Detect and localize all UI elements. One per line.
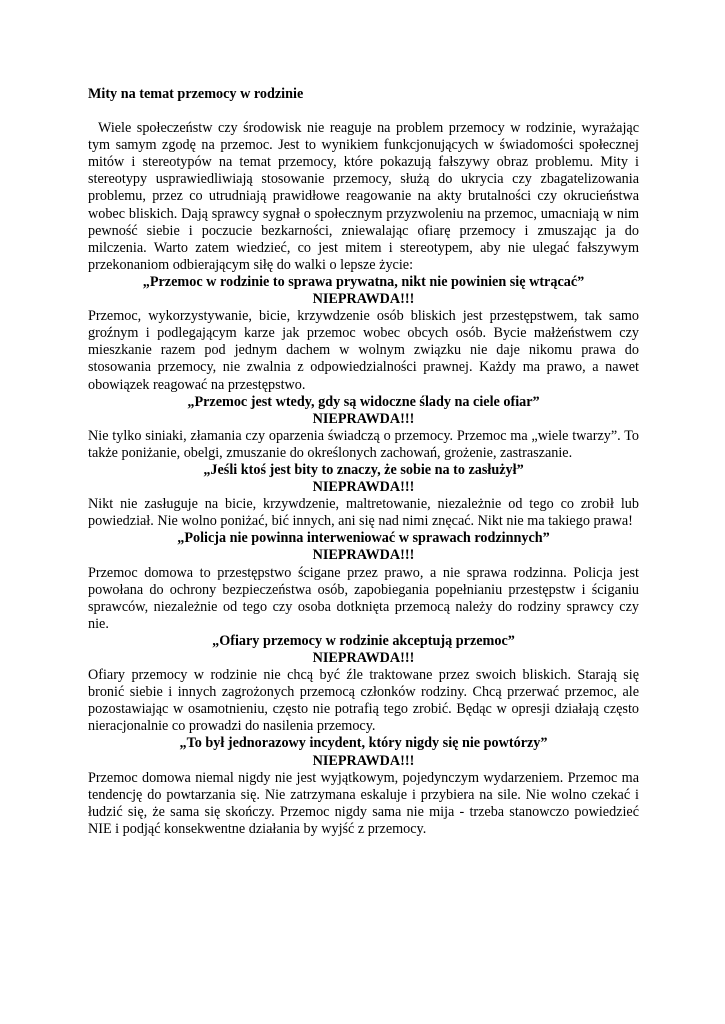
myth-section-2 (88, 394, 639, 462)
myth-heading: „Jeśli ktoś jest bity to znaczy, że sobie na to zasłużył” (203, 461, 524, 478)
myth-heading: „To był jednorazowy incydent, który nigdy się nie powtórzy” (179, 735, 548, 752)
intro-paragraph: Wiele społeczeństw czy środowisk nie reaguje na problem przemocy w rodzinie, wyrażając tym samym zgodę na przemoc. Jest to wynikiem funkcjonujących w świadomości społecznej mitów i stereotypów na temat przemocy, które pokazują fałszywy obraz problemu. Mity i stereotypy usprawiedliwiają stosowanie przemocy, służą do ukrycia czy zbagatelizowania problemu, przez co utrudniają prawidłowe reagowanie na akty brutalności czy okrucieństwa wobec bliskich. Dają sprawcy sygnał o społecznym przyzwoleniu na przemoc, umacniają w nim pewność siebie i poczucie bezkarności, zniewalając ofiarę przemocy i zmuszając ja do milczenia. Warto zatem wiedzieć, co jest mitem i stereotypem, aby nie ulegać fałszywym przekonaniom odbierającym siłę do walki o lepsze życie: (88, 120, 639, 273)
myth-verdict: NIEPRAWDA!!! (312, 650, 415, 666)
myth-verdict: NIEPRAWDA!!! (312, 291, 415, 308)
myth-explanation: Ofiary przemocy w rodzinie nie chcą być źle traktowane przez swoich bliskich. Starają się bronić siebie i innych zagrożonych przemocą członków rodziny. Chcą przerwać przemoc, ale pozostawiając w osamotnieniu, często nie potrafią tego zrobić. Będąc w opresji działają często nieracjonalnie co prowadzi do nasilenia przemocy. (88, 667, 639, 735)
myth-verdict: NIEPRAWDA!!! (312, 479, 415, 496)
myth-explanation: Nie tylko siniaki, złamania czy oparzenia świadczą o przemocy. Przemoc ma „wiele twarzy”. To także poniżanie, obelgi, zmuszanie do określonych zachowań, grożenie, zastraszanie. (88, 427, 639, 461)
myth-section-3 (88, 462, 639, 530)
myth-explanation: Przemoc domowa to przestępstwo ścigane przez prawo, a nie sprawa rodzinna. Policja jest powołana do ochrony bezpieczeństwa osób, zapobiegania popełnianiu przestępstw i ściganiu sprawców, niezależnie od tego czy osoba dotknięta przemocą należy do rodziny sprawcy czy nie. (88, 564, 639, 632)
myth-explanation: Przemoc, wykorzystywanie, bicie, krzywdzenie osób bliskich jest przestępstwem, tak samo groźnym i podlegającym karze jak przemoc wobec obcych osób. Bycie małżeństwem czy mieszkanie razem pod jednym dachem w wolnym związku nie daje nikomu prawa do stosowania przemocy, nie zwalnia z odpowiedzialności prawnej. Każdy ma prawo, a nawet obowiązek reagować na przestępstwo. (88, 308, 639, 393)
myth-heading: „Ofiary przemocy w rodzinie akceptują przemoc” (212, 632, 515, 649)
myth-section-5 (88, 633, 639, 736)
document-title: Mity na temat przemocy w rodzinie (88, 86, 304, 102)
myth-heading: „Przemoc jest wtedy, gdy są widoczne ślady na ciele ofiar” (187, 393, 540, 410)
myth-heading: „Przemoc w rodzinie to sprawa prywatna, nikt nie powinien się wtrącać” (142, 273, 585, 290)
myth-verdict: NIEPRAWDA!!! (312, 410, 415, 427)
myth-section-1 (88, 274, 639, 394)
myth-heading: „Policja nie powinna interweniować w sprawach rodzinnych” (177, 530, 550, 547)
myth-verdict: NIEPRAWDA!!! (312, 752, 415, 769)
myth-section-6 (88, 735, 639, 838)
document-page (88, 86, 639, 838)
myth-verdict: NIEPRAWDA!!! (312, 547, 415, 564)
myth-section-4 (88, 530, 639, 633)
myth-explanation: Przemoc domowa niemal nigdy nie jest wyjątkowym, pojedynczym wydarzeniem. Przemoc ma tendencję do powtarzania się. Nie zatrzymana eskaluje i przybiera na sile. Nie wolno czekać i łudzić się, że sama się skończy. Przemoc nigdy sama nie mija - trzeba stanowczo powiedzieć NIE i podjąć konsekwentne działania by wyjść z przemocy. (88, 769, 639, 837)
myth-explanation: Nikt nie zasługuje na bicie, krzywdzenie, maltretowanie, niezależnie od tego co zrobił lub powiedział. Nie wolno poniżać, bić innych, ani się nad nimi znęcać. Nikt nie ma takiego prawa! (88, 496, 639, 530)
